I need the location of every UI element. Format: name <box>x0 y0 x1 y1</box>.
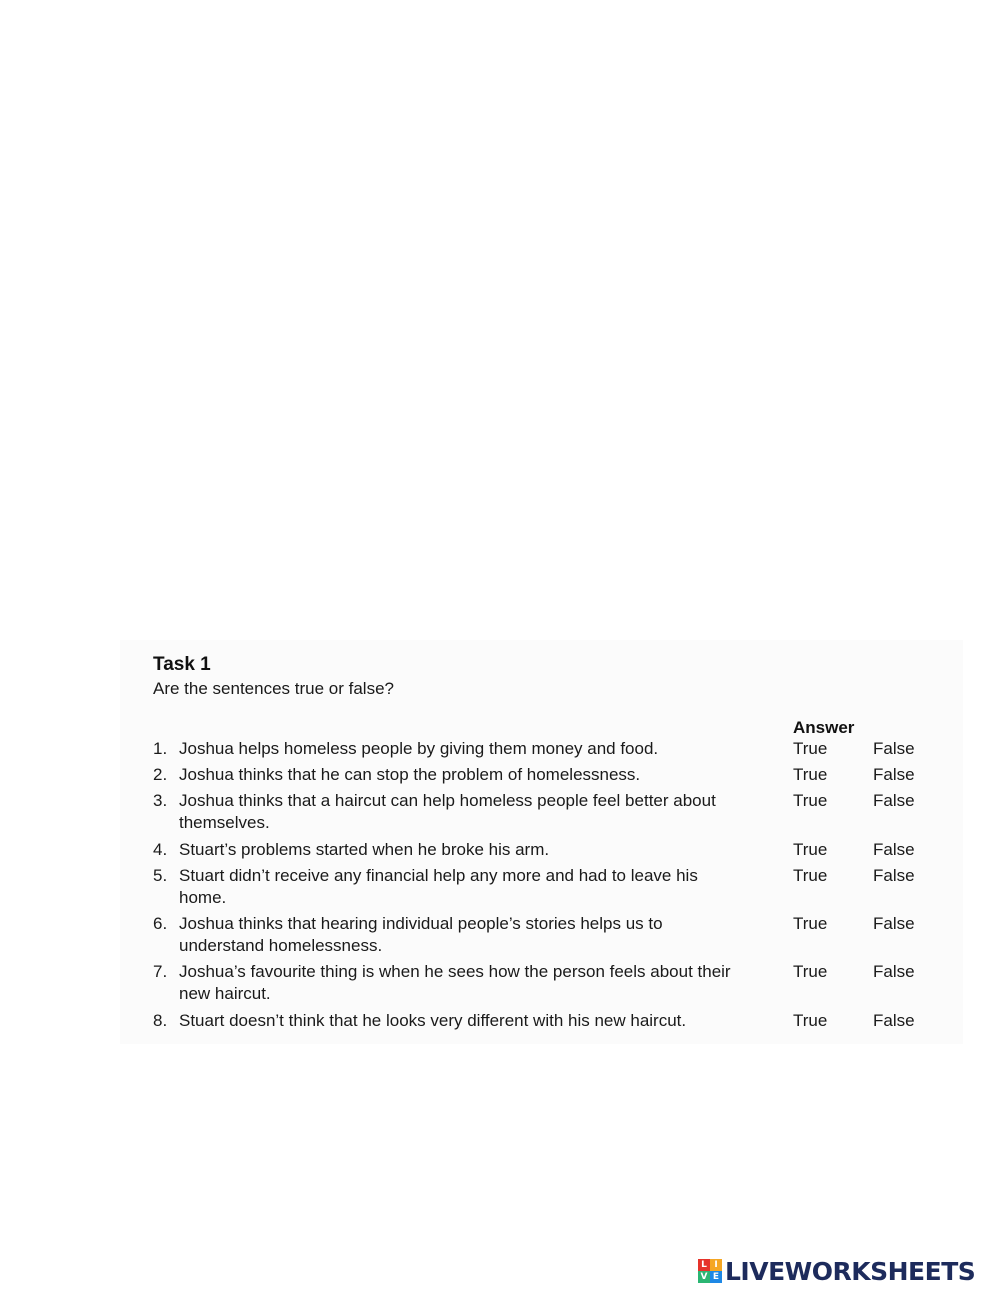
true-option[interactable]: True <box>793 765 828 784</box>
question-text <box>179 738 784 760</box>
question-text-line: Joshua thinks that hearing individual people’s stories helps us to <box>179 914 663 933</box>
question-text-line: Joshua’s favourite thing is when he sees how the person feels about their <box>179 962 731 981</box>
question-text-line: home. <box>179 888 227 907</box>
liveworksheets-brand <box>698 1256 975 1286</box>
logo-tile: V <box>698 1271 710 1283</box>
logo-tile: I <box>710 1259 722 1271</box>
true-option[interactable]: True <box>793 840 828 859</box>
question-text <box>179 913 784 957</box>
true-option[interactable]: True <box>793 914 828 933</box>
question-text <box>179 764 784 786</box>
question-text-line: Stuart didn’t receive any financial help any more and had to leave his <box>179 866 698 885</box>
true-option[interactable]: True <box>793 739 828 758</box>
question-text <box>179 865 784 909</box>
question-number: 3. <box>153 791 168 810</box>
question-text-line: Joshua thinks that a haircut can help homeless people feel better about <box>179 791 716 810</box>
false-option[interactable]: False <box>873 866 915 885</box>
question-number: 7. <box>153 962 168 981</box>
question-number: 2. <box>153 765 168 784</box>
false-option[interactable]: False <box>873 791 915 810</box>
question-text-line: themselves. <box>179 813 270 832</box>
false-option[interactable]: False <box>873 1011 915 1030</box>
false-option[interactable]: False <box>873 840 915 859</box>
question-text <box>179 1010 784 1032</box>
question-text-line: Joshua helps homeless people by giving them money and food. <box>179 739 659 758</box>
true-option[interactable]: True <box>793 791 828 810</box>
task-title: Task 1 <box>153 654 211 675</box>
question-number: 5. <box>153 866 168 885</box>
false-option[interactable]: False <box>873 962 915 981</box>
question-text-line: Joshua thinks that he can stop the problem of homelessness. <box>179 765 641 784</box>
question-text <box>179 839 784 861</box>
brand-wordmark: LIVEWORKSHEETS <box>725 1256 976 1286</box>
question-text-line: Stuart doesn’t think that he looks very different with his new haircut. <box>179 1011 687 1030</box>
question-text-line: understand homelessness. <box>179 936 383 955</box>
answer-column-header: Answer <box>793 718 855 737</box>
logo-tile: E <box>710 1271 722 1283</box>
true-option[interactable]: True <box>793 866 828 885</box>
question-number: 8. <box>153 1011 168 1030</box>
question-number: 1. <box>153 739 168 758</box>
false-option[interactable]: False <box>873 765 915 784</box>
question-number: 6. <box>153 914 168 933</box>
question-text <box>179 790 784 834</box>
task-instructions: Are the sentences true or false? <box>153 679 394 698</box>
true-option[interactable]: True <box>793 1011 828 1030</box>
liveworksheets-logo-icon <box>698 1259 722 1283</box>
question-text <box>179 961 784 1005</box>
logo-tile: L <box>698 1259 710 1271</box>
question-number: 4. <box>153 840 168 859</box>
question-text-line: Stuart’s problems started when he broke his arm. <box>179 840 550 859</box>
true-option[interactable]: True <box>793 962 828 981</box>
false-option[interactable]: False <box>873 739 915 758</box>
question-text-line: new haircut. <box>179 984 271 1003</box>
false-option[interactable]: False <box>873 914 915 933</box>
